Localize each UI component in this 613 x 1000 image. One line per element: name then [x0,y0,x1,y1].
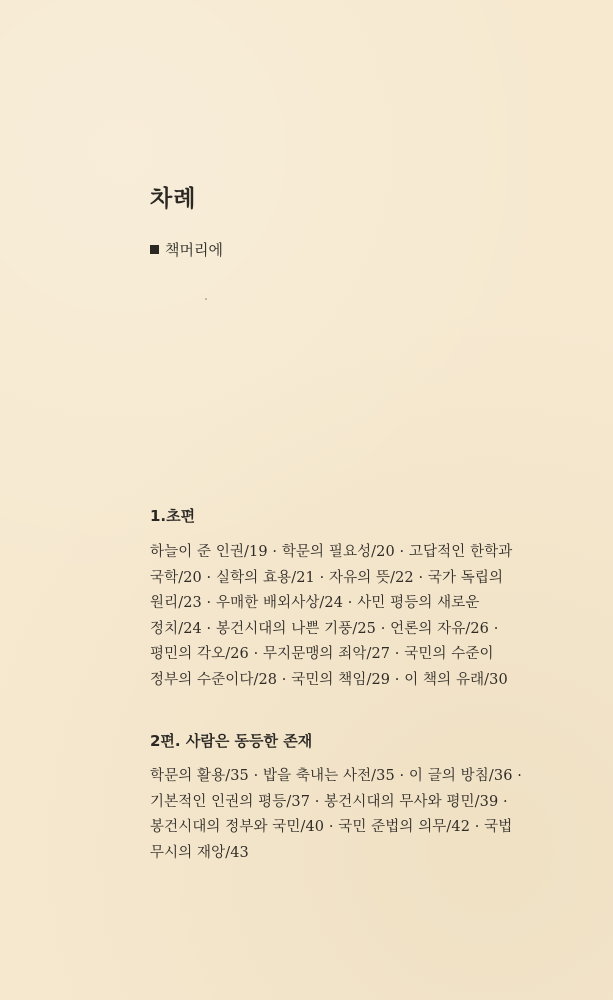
chapter-2-heading: 2편. 사람은 동등한 존재 [150,732,313,750]
chapter-1-entries: 하늘이 준 인권/19 · 학문의 필요성/20 · 고답적인 한학과 국학/20 · 실학의 효용/21 · 자유의 뜻/22 · 국가 독립의 원리/23 · 우매한 배외사상/24 · 사민 평등의 새로운 정치/24 · 봉건시대의 나쁜 기풍/25 · 언론의 자유/26 · 평민의 각오/26 · 무지문맹의 죄악/27 · 국민의 수준이 정부의 수준이다/28 · 국민의 책임/29 · 이 책의 유래/30 [150,544,513,688]
chapter-1-heading: 1.초편 [150,507,196,525]
preface-label: 책머리에 [165,241,223,259]
paper-speck [205,298,207,300]
chapter-2-entries: 학문의 활용/35 · 밥을 축내는 사전/35 · 이 글의 방침/36 · 기본적인 인권의 평등/37 · 봉건시대의 무사와 평민/39 · 봉건시대의 정부와 국민/40 · 국민 준법의 의무/42 · 국법 무시의 재앙/43 [150,768,522,861]
square-bullet-icon [150,245,159,254]
table-of-contents-title: 차례 [150,186,197,212]
preface-entry [150,239,223,260]
